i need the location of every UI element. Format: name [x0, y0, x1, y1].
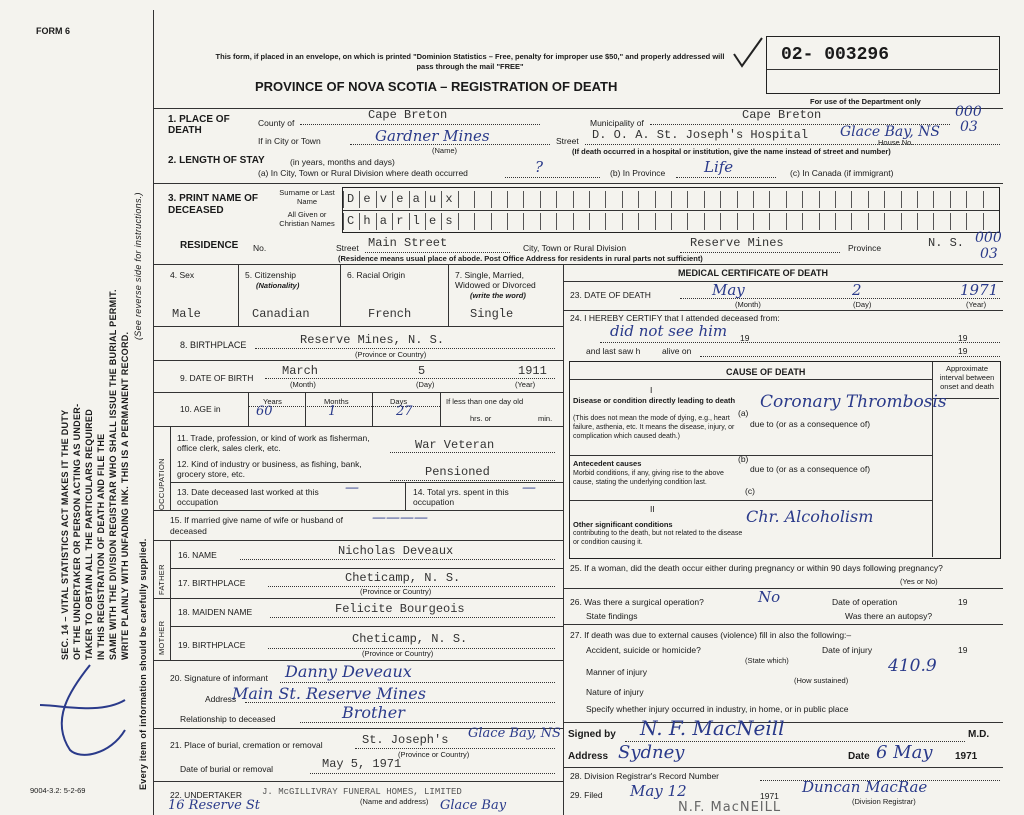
min-label: min. — [538, 414, 553, 423]
given-name-cell — [605, 213, 621, 230]
mother-maiden: Felicite Bourgeois — [335, 602, 465, 616]
length-of-stay-note: (in years, months and days) — [290, 157, 395, 167]
antecedent-label: Antecedent causes — [573, 459, 642, 468]
mother-birthplace: Cheticamp, N. S. — [352, 632, 468, 646]
burial-label: 21. Place of burial, cremation or removal — [170, 740, 323, 750]
margin-line-2: OF THE UNDERTAKER OR PERSON ACTING AS UNDER- — [72, 403, 82, 660]
cause-header: CAUSE OF DEATH — [726, 367, 806, 377]
given-name-cell — [917, 213, 933, 230]
surname-cell — [704, 191, 720, 208]
age-days: 27 — [396, 404, 413, 419]
q27-label: 27. If death was due to external causes (violence) fill in also the following:– — [570, 630, 852, 640]
trade-value: War Veteran — [415, 438, 495, 452]
surname-cell — [671, 191, 687, 208]
surname-cell — [835, 191, 851, 208]
dob-year-sub: (Year) — [515, 380, 536, 389]
q26-label: 26. Was there a surgical operation? — [570, 597, 704, 607]
name-grid — [342, 187, 1000, 233]
municipality-label: Municipality of — [590, 118, 644, 128]
signed-by-value: N. F. MacNeill — [640, 716, 785, 740]
print-name-label: 3. PRINT NAME OF DECEASED — [168, 193, 259, 216]
residence-no-label: No. — [253, 243, 267, 253]
given-name-cell — [458, 213, 474, 230]
citizenship-sub: (Nationality) — [256, 281, 300, 290]
registration-number-box — [766, 36, 1000, 94]
father-birthplace-sub: (Province or Country) — [360, 587, 432, 596]
physician-stamp: N.F. MacNEILL — [678, 800, 782, 815]
given-name-cell — [589, 213, 605, 230]
informant-address-label: Address — [205, 694, 237, 704]
registrar-initial-mark — [30, 660, 130, 770]
disease-label: Disease or condition directly leading to death — [573, 396, 736, 405]
form-id: FORM 6 — [36, 26, 71, 36]
margin-line-1: SEC. 14 – VITAL STATISTICS ACT MAKES IT THE DUTY — [60, 409, 70, 660]
total-years-label: 14. Total yrs. spent in this occupation — [413, 487, 509, 507]
surname-cell — [622, 191, 638, 208]
given-name-cell — [638, 213, 654, 230]
surname-cell — [359, 191, 375, 208]
surname-cell — [950, 191, 966, 208]
date-of-death-month: May — [712, 281, 745, 299]
specify-label: Specify whether injury occurred in industry, in home, or in public place — [586, 704, 849, 714]
city-value: Gardner Mines — [375, 127, 490, 145]
surname-cell — [786, 191, 802, 208]
residence-province: N. S. — [928, 236, 965, 250]
registrar-signature: Duncan MacRae — [802, 778, 928, 796]
surname-letter: D — [347, 192, 355, 206]
surname-cell — [737, 191, 753, 208]
registration-number: 02- 003296 — [781, 45, 890, 65]
residence-note: (Residence means usual place of abode. Post Office Address for residents in rural parts not sufficient) — [338, 254, 703, 263]
surname-cell — [933, 191, 949, 208]
residence-street: Main Street — [368, 236, 448, 250]
years-label: Years — [263, 397, 282, 406]
hrs-label: hrs. or — [470, 414, 492, 423]
given-name-cell — [983, 213, 999, 230]
citizenship-label: 5. Citizenship — [245, 270, 297, 280]
margin-line-6: WRITE PLAINLY WITH UNFADING INK. THIS IS A PERMANENT RECORD. — [120, 331, 130, 660]
surname-cell — [983, 191, 999, 208]
residence-label: RESIDENCE — [180, 240, 239, 251]
given-name-cell — [835, 213, 851, 230]
given-name-cell — [425, 213, 441, 230]
dob-month-sub: (Month) — [290, 380, 316, 389]
given-name-cell — [802, 213, 818, 230]
given-name-letter: s — [445, 214, 453, 228]
dod-year-sub: (Year) — [966, 300, 987, 309]
dob-month: March — [282, 364, 319, 378]
given-name-cell — [392, 213, 408, 230]
md-label: M.D. — [968, 729, 990, 740]
q25-label: 25. If a woman, did the death occur either during pregnancy or within 90 days following pregnancy? — [570, 563, 943, 573]
margin-line-4: IN THIS REGISTRATION OF DEATH AND FILE THE — [96, 433, 106, 660]
birthplace-value: Reserve Mines, N. S. — [300, 333, 445, 347]
dob-day: 5 — [418, 364, 426, 378]
marital-sub: (write the word) — [470, 291, 526, 300]
check-mark-icon — [730, 36, 766, 70]
margin-line-7: (See reverse side for instructions.) — [133, 192, 143, 340]
given-name-cell — [950, 213, 966, 230]
burial-date-label: Date of burial or removal — [180, 764, 274, 774]
cause-of-death-box — [569, 361, 1001, 559]
manner-value: 410.9 — [888, 656, 937, 676]
given-name-cell — [441, 213, 457, 230]
father-name: Nicholas Deveaux — [338, 544, 454, 558]
surname-letter: x — [445, 192, 453, 206]
dob-label: 9. DATE OF BIRTH — [180, 373, 254, 383]
given-name-cell — [540, 213, 556, 230]
spouse-dash: ———— — [372, 510, 428, 526]
given-name-cell — [376, 213, 392, 230]
industry-value: Pensioned — [425, 465, 490, 479]
surname-cell — [507, 191, 523, 208]
residence-province-label: Province — [848, 243, 882, 253]
autopsy-label: Was there an autopsy? — [845, 611, 933, 621]
house-no-label: House No. — [878, 138, 914, 147]
dob-year: 1911 — [518, 364, 547, 378]
informant-signature: Danny Deveaux — [285, 662, 412, 681]
hospital-note: (If death occurred in a hospital or institution, give the name instead of street and number) — [572, 147, 891, 156]
nature-label: Nature of injury — [586, 687, 644, 697]
other-conditions-label: Other significant conditions — [573, 520, 673, 529]
q26-value: No — [758, 588, 781, 606]
surname-cell — [720, 191, 736, 208]
operation-date-label: Date of operation — [832, 597, 898, 607]
physician-address: Sydney — [618, 742, 685, 763]
signed-date: 6 May — [876, 742, 933, 763]
surname-cell — [917, 191, 933, 208]
length-of-stay-label: 2. LENGTH OF STAY — [168, 155, 265, 166]
roman-one: I — [650, 385, 653, 395]
surname-letter: e — [396, 192, 404, 206]
undertaker-value: J. McGILLIVRAY FUNERAL HOMES, LIMITED — [262, 787, 462, 797]
how-sustained-sub: (How sustained) — [794, 676, 849, 685]
residence-code-2: 03 — [980, 246, 998, 262]
undertaker-label: 22. UNDERTAKER — [170, 790, 242, 800]
given-name-cell — [671, 213, 687, 230]
months-label: Months — [324, 397, 349, 406]
surname-cell — [458, 191, 474, 208]
mother-side-label: MOTHER — [157, 620, 166, 655]
surname-cell — [966, 191, 982, 208]
father-birthplace: Cheticamp, N. S. — [345, 571, 461, 585]
certify-label: 24. I HEREBY CERTIFY that I attended deceased from: — [570, 313, 780, 323]
total-years-dash: — — [522, 480, 536, 496]
surname-cell — [769, 191, 785, 208]
surname-cell — [884, 191, 900, 208]
given-name-cell — [655, 213, 671, 230]
signed-date-label: Date — [848, 751, 870, 762]
given-name-letter: h — [363, 214, 371, 228]
surname-letter: v — [379, 192, 387, 206]
municipality-value: Cape Breton — [742, 108, 822, 122]
filed-date: May 12 — [630, 782, 687, 800]
given-name-cell — [720, 213, 736, 230]
informant-sig-label: 20. Signature of informant — [170, 673, 268, 683]
given-name-cell — [753, 213, 769, 230]
age-years: 60 — [256, 404, 273, 419]
citizenship-value: Canadian — [252, 307, 310, 321]
undertaker-handwritten-2: Glace Bay — [440, 798, 507, 813]
medical-cert-header: MEDICAL CERTIFICATE OF DEATH — [678, 268, 828, 278]
postage-note: This form, if placed in an envelope, on which is printed "Dominion Statistics – Free, penalty for improper use $50," and properly addressed will pass through the mail "FREE" — [215, 52, 725, 71]
burial-place: St. Joseph's — [362, 733, 449, 747]
trade-label: 11. Trade, profession, or kind of work as fisherman, office clerk, sales clerk, etc. — [177, 433, 370, 453]
due-to-a: due to (or as a consequence of) — [750, 419, 871, 429]
given-name-cell — [523, 213, 539, 230]
given-name-cell — [474, 213, 490, 230]
last-worked-label: 13. Date deceased last worked at this occupation — [177, 487, 319, 507]
surname-cell — [589, 191, 605, 208]
burial-sub: (Province or Country) — [398, 750, 470, 759]
given-label: All Given or Christian Names — [279, 210, 335, 228]
given-name-cell — [359, 213, 375, 230]
q28-label: 28. Division Registrar's Record Number — [570, 771, 720, 781]
cause-a-value: Coronary Thrombosis — [760, 392, 947, 412]
surname-cell — [819, 191, 835, 208]
form-code: 9004-3.2: 5-2-69 — [30, 786, 86, 795]
place-of-death-label: 1. PLACE OF DEATH — [168, 114, 230, 136]
accident-label: Accident, suicide or homicide? — [586, 645, 701, 655]
other-conditions-value: Chr. Alcoholism — [746, 507, 874, 526]
industry-label: 12. Kind of industry or business, as fishing, bank, grocery store, etc. — [177, 459, 362, 479]
surname-cell — [474, 191, 490, 208]
interval-label: Approximate interval between onset and death — [939, 364, 995, 391]
given-name-letter: a — [379, 214, 387, 228]
undertaker-sub: (Name and address) — [360, 797, 429, 806]
alive-19: 19 — [958, 346, 968, 356]
signed-date-year: 1971 — [955, 751, 978, 762]
place-code-1: 000 — [955, 104, 982, 120]
other-conditions-note: contributing to the death, but not related to the disease or condition causing it. — [573, 530, 743, 546]
findings-label: State findings — [586, 611, 638, 621]
margin-line-8: Every item of information should be carefully supplied. — [138, 538, 148, 790]
given-name-cell — [491, 213, 507, 230]
racial-value: French — [368, 307, 412, 321]
less-than-day-label: If less than one day old — [446, 397, 524, 406]
page-title: PROVINCE OF NOVA SCOTIA – REGISTRATION OF DEATH — [255, 79, 618, 94]
certify-handwritten: did not see him — [610, 322, 728, 340]
surname-cell — [687, 191, 703, 208]
birthplace-label: 8. BIRTHPLACE — [180, 340, 247, 350]
mother-maiden-label: 18. MAIDEN NAME — [178, 607, 253, 617]
mother-birthplace-label: 19. BIRTHPLACE — [178, 640, 246, 650]
last-saw-label: and last saw h — [586, 346, 641, 356]
surname-label: Surname or Last Name — [279, 188, 335, 206]
residence-street-label: Street — [336, 243, 359, 253]
father-name-label: 16. NAME — [178, 550, 217, 560]
surname-cell — [605, 191, 621, 208]
surname-cell — [540, 191, 556, 208]
due-to-b: due to (or as a consequence of) — [750, 464, 871, 474]
given-name-cell — [901, 213, 917, 230]
age-label: 10. AGE in — [180, 404, 221, 414]
occupation-side-label: OCCUPATION — [157, 458, 166, 510]
dod-day-sub: (Day) — [853, 300, 872, 309]
disease-note: (This does not mean the mode of dying, e.g., heart failure, asthenia, etc. It means the disease, injury, or complication which caused death.) — [573, 415, 735, 440]
date-of-death-day: 2 — [852, 281, 862, 299]
cause-b-label: (b) — [738, 454, 749, 464]
stay-a-value: ? — [535, 158, 544, 176]
dod-month-sub: (Month) — [735, 300, 761, 309]
operation-19: 19 — [958, 597, 968, 607]
burial-place-handwritten: Glace Bay, NS — [468, 726, 561, 741]
surname-cell — [376, 191, 392, 208]
name-sub-label: (Name) — [432, 146, 458, 155]
surname-cell — [901, 191, 917, 208]
undertaker-handwritten-1: 16 Reserve St — [168, 798, 261, 813]
county-value: Cape Breton — [368, 108, 448, 122]
given-name-letter: r — [396, 214, 404, 228]
surname-cell — [523, 191, 539, 208]
marital-value: Single — [470, 307, 514, 321]
father-birthplace-label: 17. BIRTHPLACE — [178, 578, 246, 588]
informant-address: Main St. Reserve Mines — [232, 684, 426, 703]
stay-b-value: Life — [704, 158, 734, 176]
surname-cell — [556, 191, 572, 208]
given-name-cell — [737, 213, 753, 230]
margin-line-5: SAME WITH THE DIVISION REGISTRAR WHO SHALL ISSUE THE BURIAL PERMIT. — [108, 289, 118, 660]
surname-cell — [392, 191, 408, 208]
injury-date-label: Date of injury — [822, 645, 873, 655]
residence-city-label: City, Town or Rural Division — [523, 243, 627, 253]
city-label: If in City or Town — [258, 136, 321, 146]
stay-c-label: (c) In Canada (if immigrant) — [790, 168, 894, 178]
filed-year: 1971 — [760, 791, 779, 801]
relationship-label: Relationship to deceased — [180, 714, 276, 724]
margin-line-3: TAKER TO OBTAIN ALL THE PARTICULARS REQUIRED — [84, 408, 94, 660]
physician-address-label: Address — [568, 751, 609, 762]
given-name-cell — [409, 213, 425, 230]
given-name-cell — [687, 213, 703, 230]
given-name-letter: l — [412, 214, 420, 228]
injury-19: 19 — [958, 645, 968, 655]
surname-cell — [802, 191, 818, 208]
cause-c-label: (c) — [745, 486, 755, 496]
given-name-cell — [704, 213, 720, 230]
marital-label: 7. Single, Married, Widowed or Divorced — [455, 270, 536, 290]
certify-19-b: 19 — [958, 333, 968, 343]
street-value: D. O. A. St. Joseph's Hospital — [592, 128, 809, 142]
father-side-label: FATHER — [157, 564, 166, 595]
surname-cell — [409, 191, 425, 208]
given-name-cell — [868, 213, 884, 230]
residence-code-1: 000 — [975, 230, 1002, 246]
given-name-cell — [966, 213, 982, 230]
date-of-death-label: 23. DATE OF DEATH — [570, 290, 651, 300]
given-name-cell — [343, 213, 359, 230]
place-code-2: 03 — [960, 119, 978, 135]
given-name-cell — [786, 213, 802, 230]
surname-cell — [491, 191, 507, 208]
alive-on-label: alive on — [662, 346, 692, 356]
given-name-cell — [933, 213, 949, 230]
sex-value: Male — [172, 307, 201, 321]
given-name-cell — [819, 213, 835, 230]
stay-a-label: (a) In City, Town or Rural Division where death occurred — [258, 168, 468, 178]
street-label: Street — [556, 136, 579, 146]
surname-cell — [441, 191, 457, 208]
manner-label: Manner of injury — [586, 667, 647, 677]
surname-cell — [573, 191, 589, 208]
date-of-death-year: 1971 — [960, 281, 999, 299]
dept-use-label: For use of the Department only — [810, 97, 921, 106]
stay-b-label: (b) In Province — [610, 168, 666, 178]
surname-cell — [753, 191, 769, 208]
residence-city: Reserve Mines — [690, 236, 784, 250]
surname-letter: e — [363, 192, 371, 206]
surname-letter: u — [429, 192, 437, 206]
dob-day-sub: (Day) — [416, 380, 435, 389]
days-label: Days — [390, 397, 408, 406]
given-name-cell — [507, 213, 523, 230]
racial-label: 6. Racial Origin — [347, 270, 406, 280]
surname-cell — [425, 191, 441, 208]
q29-label: 29. Filed — [570, 790, 603, 800]
margin-rule — [153, 10, 154, 815]
surname-cell — [343, 191, 359, 208]
certify-19-a: 19 — [740, 333, 750, 343]
surname-cell — [868, 191, 884, 208]
yes-no-sub: (Yes or No) — [900, 577, 938, 586]
given-name-cell — [884, 213, 900, 230]
mother-birthplace-sub: (Province or Country) — [362, 649, 434, 658]
given-name-cell — [622, 213, 638, 230]
roman-two: II — [650, 504, 655, 514]
surname-cell — [638, 191, 654, 208]
county-label: County of — [258, 118, 295, 128]
birthplace-sub: (Province or Country) — [355, 350, 427, 359]
burial-date: May 5, 1971 — [322, 757, 402, 771]
signed-by-label: Signed by — [568, 729, 616, 740]
sex-label: 4. Sex — [170, 270, 195, 280]
spouse-label: 15. If married give name of wife or husband of deceased — [170, 515, 343, 536]
street-handwritten: Glace Bay, NS — [840, 124, 941, 140]
surname-letter: a — [412, 192, 420, 206]
given-name-letter: C — [347, 214, 355, 228]
cause-a-label: (a) — [738, 408, 749, 418]
age-months: 1 — [328, 404, 337, 419]
given-name-cell — [769, 213, 785, 230]
surname-cell — [655, 191, 671, 208]
registrar-sub: (Division Registrar) — [852, 797, 916, 806]
state-which-sub: (State which) — [745, 656, 789, 665]
given-name-cell — [556, 213, 572, 230]
given-name-cell — [851, 213, 867, 230]
relationship-value: Brother — [342, 703, 405, 722]
given-name-cell — [573, 213, 589, 230]
surname-cell — [851, 191, 867, 208]
given-name-letter: e — [429, 214, 437, 228]
last-worked-dash: — — [345, 480, 359, 496]
antecedent-note: Morbid conditions, if any, giving rise to the above cause, stating the underlying condition last. — [573, 470, 724, 486]
